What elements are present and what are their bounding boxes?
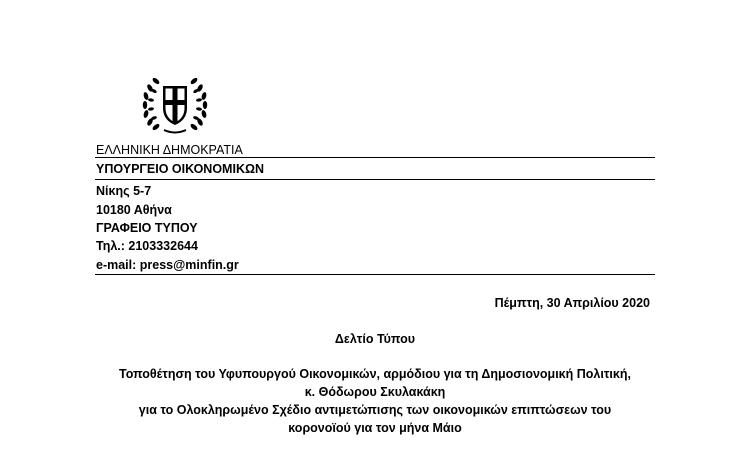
document-type: Δελτίο Τύπου	[334, 332, 416, 346]
header-divider-top	[95, 157, 655, 158]
title-line-1: Τοποθέτηση του Υφυπουργού Οικονομικών, αρμόδιου για τη Δημοσιονομική Πολιτική,	[119, 367, 631, 381]
title-line-2: κ. Θόδωρου Σκυλακάκη	[304, 385, 446, 399]
greek-coat-of-arms-icon	[136, 72, 214, 138]
title-line-3: για το Ολοκληρωμένο Σχέδιο αντιμετώπισης των οικονομικών επιπτώσεων του	[138, 403, 612, 417]
title-line-4: κορονοϊού για τον μήνα Μάιο	[288, 421, 462, 435]
country-name: ΕΛΛΗΝΙΚΗ ΔΗΜΟΚΡΑΤΙΑ	[96, 143, 243, 157]
email-address: e-mail: press@minfin.gr	[96, 258, 239, 272]
header-divider-bottom	[95, 274, 655, 275]
press-office: ΓΡΑΦΕΙΟ ΤΥΠΟΥ	[96, 221, 198, 235]
address-street: Νίκης 5-7	[96, 184, 152, 198]
header-divider-middle	[95, 179, 655, 180]
ministry-name: ΥΠΟΥΡΓΕΙΟ ΟΙΚΟΝΟΜΙΚΩΝ	[96, 162, 265, 176]
release-date: Πέμπτη, 30 Απριλίου 2020	[494, 296, 650, 310]
address-city: 10180 Αθήνα	[96, 203, 172, 217]
phone-number: Τηλ.: 2103332644	[96, 239, 198, 253]
